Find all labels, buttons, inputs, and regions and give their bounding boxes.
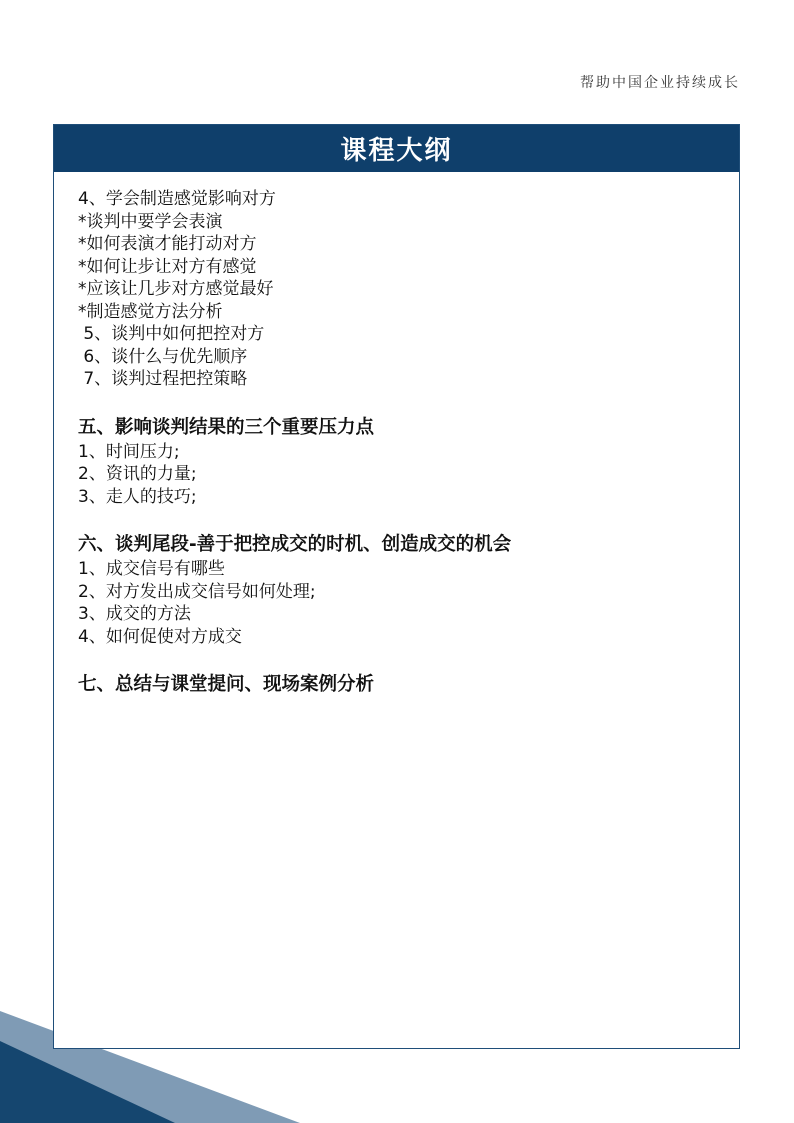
list-item: 6、谈什么与优先顺序 xyxy=(78,346,248,367)
list-item: 5、谈判中如何把控对方 xyxy=(78,324,265,344)
list-item: *应该让几步对方感觉最好 xyxy=(78,279,274,299)
outline-title: 课程大纲 xyxy=(340,136,453,166)
section-6 xyxy=(78,532,739,648)
list-item: 1、时间压力; xyxy=(78,441,180,462)
list-item: 4、学会制造感觉影响对方 xyxy=(78,189,276,209)
list-item: 1、成交信号有哪些 xyxy=(78,559,225,579)
section-5 xyxy=(78,415,739,509)
list-item: 4、如何促使对方成交 xyxy=(78,626,242,647)
list-item: 3、走人的技巧; xyxy=(78,486,197,507)
list-item: *谈判中要学会表演 xyxy=(78,211,223,232)
list-item: *如何表演才能打动对方 xyxy=(78,234,257,254)
list-item: 2、对方发出成交信号如何处理; xyxy=(78,581,316,602)
company-tagline: 帮助中国企业持续成长 xyxy=(580,75,740,91)
list-item: *制造感觉方法分析 xyxy=(78,301,223,322)
section-heading: 五、影响谈判结果的三个重要压力点 xyxy=(78,416,375,438)
section-continued xyxy=(78,188,739,391)
section-heading: 六、谈判尾段-善于把控成交的时机、创造成交的机会 xyxy=(78,534,512,555)
list-item: 3、成交的方法 xyxy=(78,604,191,624)
section-heading: 七、总结与课堂提问、现场案例分析 xyxy=(78,674,375,695)
course-outline-panel xyxy=(53,124,740,1049)
section-7 xyxy=(78,672,739,698)
list-item: *如何让步让对方有感觉 xyxy=(78,256,257,277)
outline-title-bar xyxy=(54,125,739,172)
outline-content xyxy=(54,172,739,698)
list-item: 7、谈判过程把控策略 xyxy=(78,369,248,389)
list-item: 2、资讯的力量; xyxy=(78,464,197,484)
